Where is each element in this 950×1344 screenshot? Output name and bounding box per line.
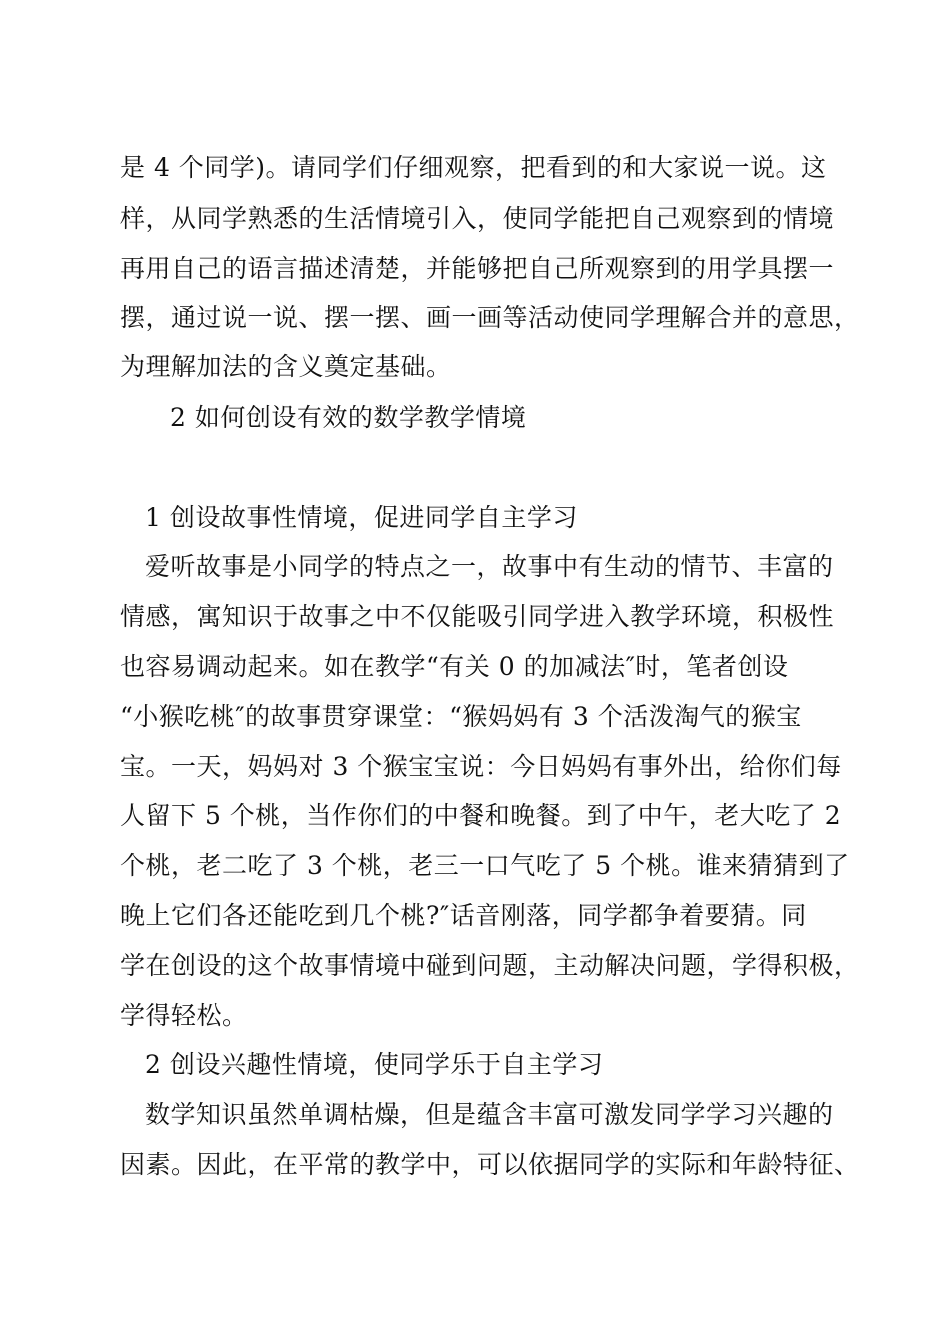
subsection-2-heading: 2 创设兴趣性情境，使同学乐于自主学习 — [145, 1050, 604, 1079]
subsection-1-line-8: 晚上它们各还能吃到几个桃?″话音刚落，同学都争着要猜。同 — [120, 901, 807, 930]
subsection-1-line-4: “小猴吃桃″的故事贯穿课堂：“猴妈妈有 3 个活泼淘气的猴宝 — [120, 702, 802, 731]
subsection-1-line-2: 情感，寓知识于故事之中不仅能吸引同学进入教学环境，积极性 — [120, 602, 835, 631]
subsection-2-line-2: 因素。因此，在平常的教学中，可以依据同学的实际和年龄特征、 — [120, 1150, 860, 1179]
subsection-1-line-6: 人留下 5 个桃，当作你们的中餐和晚餐。到了中午，老大吃了 2 — [120, 801, 842, 830]
section-heading: 2 如何创设有效的数学教学情境 — [170, 403, 527, 432]
intro-line-2: 样，从同学熟悉的生活情境引入，使同学能把自己观察到的情境 — [120, 204, 835, 233]
subsection-1-line-1: 爱听故事是小同学的特点之一，故事中有生动的情节、丰富的 — [145, 552, 834, 581]
subsection-1-line-10: 学得轻松。 — [120, 1001, 248, 1030]
intro-line-5: 为理解加法的含义奠定基础。 — [120, 352, 452, 381]
subsection-1-line-7: 个桃，老二吃了 3 个桃，老三一口气吃了 5 个桃。谁来猜猜到了 — [120, 851, 850, 880]
subsection-1-line-5: 宝。一天，妈妈对 3 个猴宝宝说：今日妈妈有事外出，给你们每 — [120, 752, 842, 781]
intro-line-4: 摆，通过说一说、摆一摆、画一画等活动使同学理解合并的意思， — [120, 303, 860, 332]
subsection-1-line-3: 也容易调动起来。如在教学“有关 0 的加减法″时，笔者创设 — [120, 652, 789, 681]
intro-line-3: 再用自己的语言描述清楚，并能够把自己所观察到的用学具摆一 — [120, 254, 835, 283]
subsection-1-heading: 1 创设故事性情境，促进同学自主学习 — [145, 503, 578, 532]
subsection-2-line-1: 数学知识虽然单调枯燥，但是蕴含丰富可激发同学学习兴趣的 — [145, 1100, 834, 1129]
subsection-1-line-9: 学在创设的这个故事情境中碰到问题，主动解决问题，学得积极， — [120, 951, 860, 980]
intro-line-1: 是 4 个同学)。请同学们仔细观察，把看到的和大家说一说。这 — [120, 153, 827, 182]
